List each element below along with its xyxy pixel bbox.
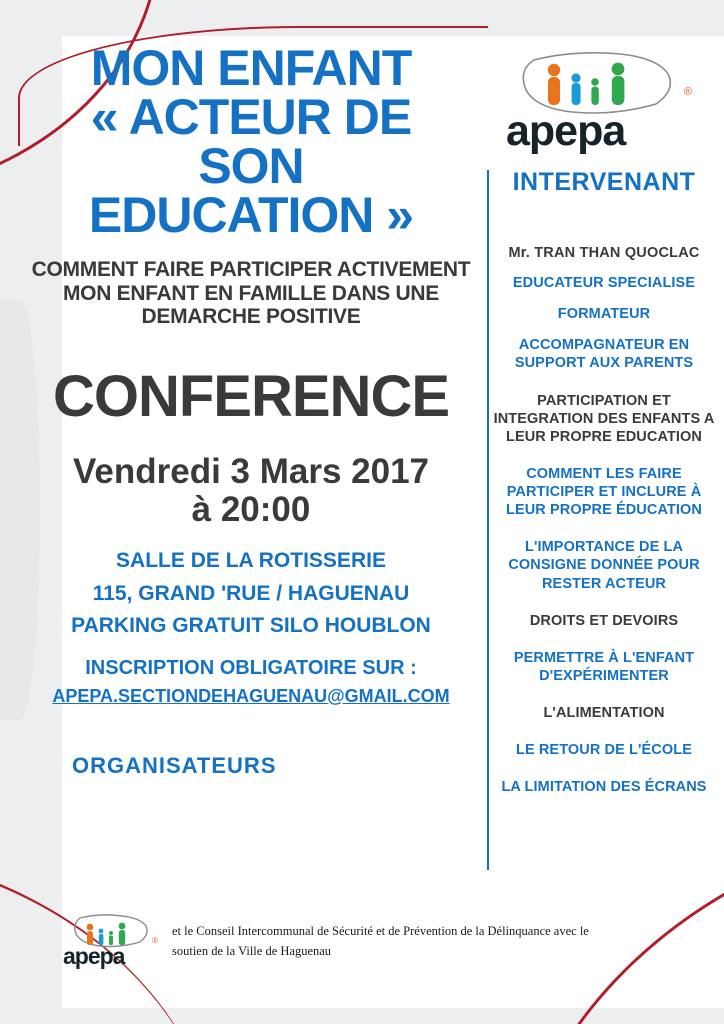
apepa-logo-header bbox=[500, 48, 700, 158]
topic-item: EDUCATEUR SPECIALISE bbox=[512, 275, 696, 291]
organisateurs-label: ORGANISATEURS bbox=[72, 752, 277, 778]
title-line-2: « ACTEUR DE bbox=[90, 89, 412, 145]
subtitle-line-3: DEMARCHE POSITIVE bbox=[141, 305, 361, 329]
topic-item: PERMETTRE À L'ENFANT D'EXPÉRIMENTER bbox=[513, 649, 695, 684]
topic-item: PARTICIPATION ET INTEGRATION DES ENFANTS A LEUR PROPRE EDUCATION bbox=[493, 392, 715, 445]
venue-line-1: SALLE DE LA ROTISSERIE bbox=[116, 549, 386, 573]
topic-item: COMMENT LES FAIRE PARTICIPER ET INCLURE À LEUR PROPRE ÉDUCATION bbox=[506, 465, 702, 519]
registration-label: INSCRIPTION OBLIGATOIRE SUR : bbox=[85, 656, 417, 679]
subtitle-line-2: MON ENFANT EN FAMILLE DANS UNE bbox=[62, 281, 439, 305]
speaker-name: Mr. TRAN THAN QUOCLAC bbox=[508, 245, 700, 261]
title-line-3: SON bbox=[198, 138, 304, 194]
subtitle-line-1: COMMENT FAIRE PARTICIPER ACTIVEMENT bbox=[31, 258, 471, 281]
conference-label: CONFERENCE bbox=[52, 363, 450, 429]
venue-line-3: PARKING GRATUIT SILO HOUBLON bbox=[71, 614, 431, 638]
registered-mark: ® bbox=[152, 936, 158, 945]
registration-email-link[interactable]: APEPA.SECTIONDEHAGUENAU@GMAIL.COM bbox=[52, 685, 450, 706]
subtitle bbox=[12, 258, 490, 329]
topic-item: ACCOMPAGNATEUR EN SUPPORT AUX PARENTS bbox=[514, 337, 694, 372]
title-line-1: MON ENFANT bbox=[90, 40, 412, 96]
event-date: Vendredi 3 Mars 2017 bbox=[72, 451, 430, 491]
topic-item: LA LIMITATION DES ÉCRANS bbox=[501, 779, 707, 796]
registered-mark: ® bbox=[683, 86, 692, 98]
right-column bbox=[492, 168, 716, 796]
footer-partner-text: et le Conseil Intercommunal de Sécurité et de Prévention de la Délinquance avec le soutien de la Ville de Haguenau bbox=[172, 924, 589, 958]
venue-line-2: 115, GRAND 'RUE / HAGUENAU bbox=[92, 581, 410, 605]
apepa-wordmark: apepa bbox=[63, 943, 125, 969]
topic-item: LE RETOUR DE L'ÉCOLE bbox=[516, 742, 692, 759]
page-title bbox=[12, 40, 490, 243]
left-column bbox=[12, 40, 490, 779]
intervenant-heading: INTERVENANT bbox=[512, 168, 696, 196]
apepa-wordmark: apepa bbox=[506, 107, 626, 155]
venue-block bbox=[12, 545, 490, 643]
footer bbox=[60, 912, 680, 970]
title-line-4: EDUCATION » bbox=[88, 187, 414, 243]
topic-item: L'IMPORTANCE DE LA CONSIGNE DONNÉE POUR RESTER ACTEUR bbox=[508, 539, 700, 592]
topic-item: DROITS ET DEVOIRS bbox=[529, 612, 679, 629]
apepa-family-logo-small bbox=[60, 912, 160, 970]
topic-item: L'ALIMENTATION bbox=[543, 705, 665, 721]
topic-item: FORMATEUR bbox=[557, 306, 651, 323]
event-time: à 20:00 bbox=[191, 489, 311, 529]
